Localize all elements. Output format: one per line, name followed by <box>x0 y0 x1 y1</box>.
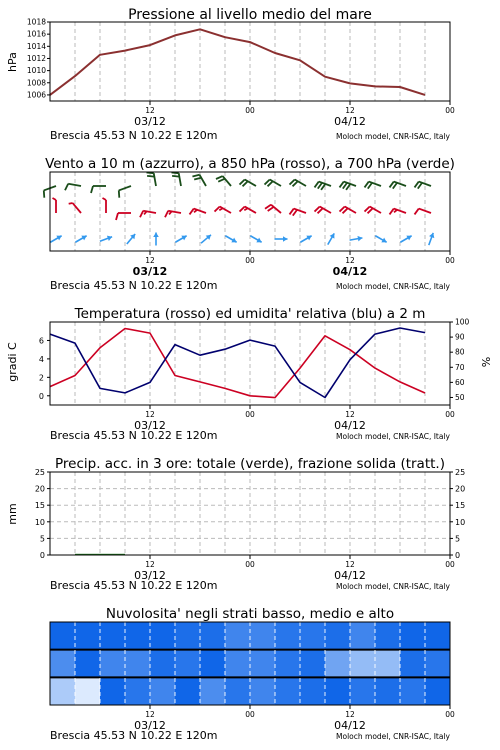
wind-barb-feather <box>192 175 199 177</box>
cloud-cell <box>125 650 151 678</box>
cloud-cell <box>300 650 326 678</box>
y-tick-label: 5 <box>39 534 45 544</box>
wind-barb-feather <box>219 208 222 210</box>
x-tick-label: 12 <box>145 106 155 115</box>
x-tick-label: 12 <box>145 710 155 719</box>
temperature-location: Brescia 45.53 N 10.22 E 120m <box>50 429 218 442</box>
wind-barb <box>223 176 231 186</box>
cloud-cell <box>400 677 426 705</box>
precip-ylabel: mm <box>6 503 19 525</box>
wind-barb-feather <box>340 182 344 188</box>
x-tick-label: 00 <box>245 256 255 265</box>
temperature-panel <box>6 306 493 442</box>
pressure-location: Brescia 45.53 N 10.22 E 120m <box>50 129 218 142</box>
wind-barb-feather <box>44 190 45 197</box>
x-tick-label: 12 <box>345 410 355 419</box>
x-date-label: 03/12 <box>134 719 166 732</box>
wind-barb-feather <box>116 213 118 220</box>
y-tick-label: 1014 <box>26 41 46 51</box>
humidity-ylabel: % <box>480 356 493 368</box>
cloud-cell <box>225 677 251 705</box>
cloud-cell <box>275 622 301 650</box>
precip-panel <box>6 456 465 592</box>
cloud-cell <box>75 650 101 678</box>
y-tick-label: 20 <box>34 484 45 494</box>
wind-barb-feather <box>318 183 322 189</box>
wind-barb-feather <box>240 207 245 212</box>
cloud-cell <box>400 622 426 650</box>
wind-title: Vento a 10 m (azzurro), a 850 hPa (rosso), a 700 hPa (verde) <box>45 156 455 172</box>
cloud-cell <box>75 622 101 650</box>
y-tick-label-right: 25 <box>455 468 466 477</box>
wind-barb-feather <box>244 208 247 210</box>
x-tick-label: 12 <box>345 106 355 115</box>
y-tick-label-right: 15 <box>455 501 466 511</box>
pressure-title: Pressione al livello medio del mare <box>128 7 372 23</box>
y-tick-label-right: 0 <box>455 551 461 560</box>
x-tick-label: 12 <box>145 410 155 419</box>
wind-barb <box>179 173 181 186</box>
cloud-cell <box>100 677 126 705</box>
clouds-plot <box>50 622 455 732</box>
cloud-cell <box>175 677 201 705</box>
y-tick-label: 15 <box>34 501 45 511</box>
wind-barb-feather <box>53 198 57 200</box>
plot-frame <box>50 22 450 101</box>
y-tick-label-right: 90 <box>455 332 465 342</box>
wind-barb-feather <box>418 183 422 189</box>
x-date-label: 03/12 <box>134 115 166 128</box>
y-tick-label: 1008 <box>26 78 46 88</box>
y-tick-label: 1016 <box>26 29 46 39</box>
wind-barb <box>154 173 156 186</box>
wind-barb-feather <box>91 186 93 193</box>
x-date-label: 04/12 <box>334 419 366 432</box>
wind-barb-feather <box>293 210 297 216</box>
cloud-cell <box>275 677 301 705</box>
y-tick-label: 4 <box>38 354 44 364</box>
y-tick-label: 2 <box>38 373 44 383</box>
pressure-credit: Moloch model, CNR-ISAC, Italy <box>336 132 450 141</box>
precip-title: Precip. acc. in 3 ore: totale (verde), frazione solida (tratt.) <box>55 456 445 472</box>
pressure-panel <box>6 7 455 142</box>
clouds-credit: Moloch model, CNR-ISAC, Italy <box>336 732 450 741</box>
x-tick-label: 12 <box>345 560 355 569</box>
y-tick-label: 1012 <box>26 53 46 63</box>
x-tick-label: 00 <box>445 710 455 719</box>
y-tick-label: 1006 <box>26 90 46 100</box>
y-tick-label-right: 10 <box>455 517 466 527</box>
x-tick-label: 00 <box>445 256 455 265</box>
cloud-cell <box>50 650 76 678</box>
y-tick-label: 25 <box>34 468 45 477</box>
wind-barb-feather <box>147 176 154 177</box>
x-date-label: 04/12 <box>332 265 368 278</box>
temperature-ylabel: gradi C <box>6 342 19 382</box>
precip-plot <box>35 468 465 582</box>
cloud-cell <box>375 622 401 650</box>
cloud-cell <box>400 650 426 678</box>
cloud-cell <box>50 677 76 705</box>
x-tick-label: 00 <box>245 410 255 419</box>
cloud-cell <box>425 622 451 650</box>
y-tick-label-right: 70 <box>455 362 465 372</box>
wind-barb <box>73 203 81 213</box>
cloud-cell <box>100 622 126 650</box>
wind-barb-feather <box>415 182 419 188</box>
cloud-cell <box>50 622 76 650</box>
clouds-location: Brescia 45.53 N 10.22 E 120m <box>50 729 218 742</box>
cloud-cell <box>200 650 226 678</box>
wind-barb-feather <box>172 176 179 177</box>
x-tick-label: 00 <box>445 106 455 115</box>
y-tick-label-right: 100 <box>455 317 470 327</box>
x-tick-label: 12 <box>145 560 155 569</box>
wind-barb-feather <box>119 190 120 197</box>
wind-barb-feather <box>394 210 397 213</box>
wind-barb-feather <box>172 172 179 173</box>
y-tick-label-right: 60 <box>455 377 465 387</box>
y-tick-label-right: 5 <box>455 534 461 544</box>
x-tick-label: 00 <box>245 106 255 115</box>
cloud-cell <box>300 677 326 705</box>
x-date-label: 04/12 <box>334 115 366 128</box>
x-tick-label: 00 <box>445 560 455 569</box>
y-tick-label-right: 20 <box>455 484 466 494</box>
x-date-label: 03/12 <box>132 265 168 278</box>
cloud-cell <box>150 677 176 705</box>
wind-panel <box>44 156 455 292</box>
wind-barb-feather <box>390 182 394 188</box>
wind-barb-feather <box>343 183 347 189</box>
precip-location: Brescia 45.53 N 10.22 E 120m <box>50 579 218 592</box>
wind-barb-feather <box>190 209 194 215</box>
x-tick-label: 12 <box>345 710 355 719</box>
cloud-cell <box>375 677 401 705</box>
x-date-label: 03/12 <box>134 419 166 432</box>
cloud-cell <box>425 677 451 705</box>
x-date-label: 04/12 <box>334 569 366 582</box>
wind-barb <box>271 205 281 213</box>
x-date-label: 04/12 <box>334 719 366 732</box>
cloud-cell <box>250 650 276 678</box>
pressure-plot <box>27 18 455 129</box>
cloud-cell <box>250 622 276 650</box>
y-tick-label: 6 <box>38 336 44 346</box>
wind-barb-feather <box>216 176 223 179</box>
wind-credit: Moloch model, CNR-ISAC, Italy <box>336 282 450 291</box>
cloud-cell <box>200 622 226 650</box>
wind-barb-feather <box>218 179 225 182</box>
wind-barb-feather <box>390 209 394 215</box>
wind-barb-feather <box>415 209 419 215</box>
cloud-cell <box>125 677 151 705</box>
y-tick-label-right: 80 <box>455 347 465 357</box>
x-tick-label: 12 <box>345 256 355 265</box>
x-date-label: 03/12 <box>134 569 166 582</box>
x-tick-label: 00 <box>245 710 255 719</box>
wind-location: Brescia 45.53 N 10.22 E 120m <box>50 279 218 292</box>
cloud-cell <box>75 677 101 705</box>
cloud-cell <box>350 650 376 678</box>
wind-barb-feather <box>165 211 168 218</box>
wind-barb-feather <box>69 203 73 204</box>
cloud-cell <box>275 650 301 678</box>
wind-plot <box>44 172 455 278</box>
wind-barb-feather <box>315 182 319 188</box>
wind-barb-feather <box>268 207 274 211</box>
temperature-plot <box>39 318 470 433</box>
wind-barb-feather <box>65 184 68 191</box>
clouds-title: Nuvolosita' negli strati basso, medio e alto <box>105 606 395 622</box>
cloud-cell <box>125 622 151 650</box>
cloud-cell <box>325 677 351 705</box>
cloud-cell <box>175 622 201 650</box>
y-tick-label: 0 <box>39 551 45 560</box>
cloud-cell <box>175 650 201 678</box>
precip-credit: Moloch model, CNR-ISAC, Italy <box>336 582 450 591</box>
x-tick-label: 00 <box>445 410 455 419</box>
y-tick-label: 1018 <box>26 17 46 27</box>
x-tick-label: 00 <box>245 560 255 569</box>
cloud-cell <box>325 650 351 678</box>
y-tick-label: 0 <box>38 391 44 401</box>
wind-barb-feather <box>194 210 197 213</box>
pressure-line <box>50 29 425 95</box>
cloud-cell <box>250 677 276 705</box>
x-tick-label: 12 <box>145 256 155 265</box>
wind-barb-feather <box>290 209 294 215</box>
wind-barb-feather <box>147 172 154 173</box>
wind-barb-feather <box>103 198 107 200</box>
y-tick-label-right: 50 <box>455 392 465 402</box>
cloud-cell <box>375 650 401 678</box>
wind-arrowhead <box>153 233 159 238</box>
cloud-cell <box>100 650 126 678</box>
temperature-title: Temperatura (rosso) ed umidita' relativa (blu) a 2 m <box>74 306 426 322</box>
cloud-cell <box>225 622 251 650</box>
temperature-credit: Moloch model, CNR-ISAC, Italy <box>336 432 450 441</box>
wind-barb-feather <box>393 183 397 189</box>
y-tick-label: 1010 <box>26 66 46 76</box>
wind-arrowhead <box>283 236 288 242</box>
temperature-line <box>50 329 425 398</box>
wind-barb-feather <box>215 207 220 212</box>
cloud-cell <box>350 677 376 705</box>
cloud-cell <box>150 622 176 650</box>
wind-barb-feather <box>368 183 372 189</box>
pressure-ylabel: hPa <box>6 52 19 72</box>
wind-barb-feather <box>140 211 143 218</box>
cloud-cell <box>150 650 176 678</box>
cloud-cell <box>425 650 451 678</box>
y-tick-label: 10 <box>34 517 45 527</box>
cloud-cell <box>200 677 226 705</box>
wind-barb-feather <box>265 205 271 209</box>
clouds-panel <box>50 606 455 742</box>
cloud-cell <box>350 622 376 650</box>
wind-barb-feather <box>365 182 369 188</box>
cloud-cell <box>300 622 326 650</box>
cloud-cell <box>225 650 251 678</box>
wind-barb <box>68 184 81 186</box>
cloud-cell <box>325 622 351 650</box>
